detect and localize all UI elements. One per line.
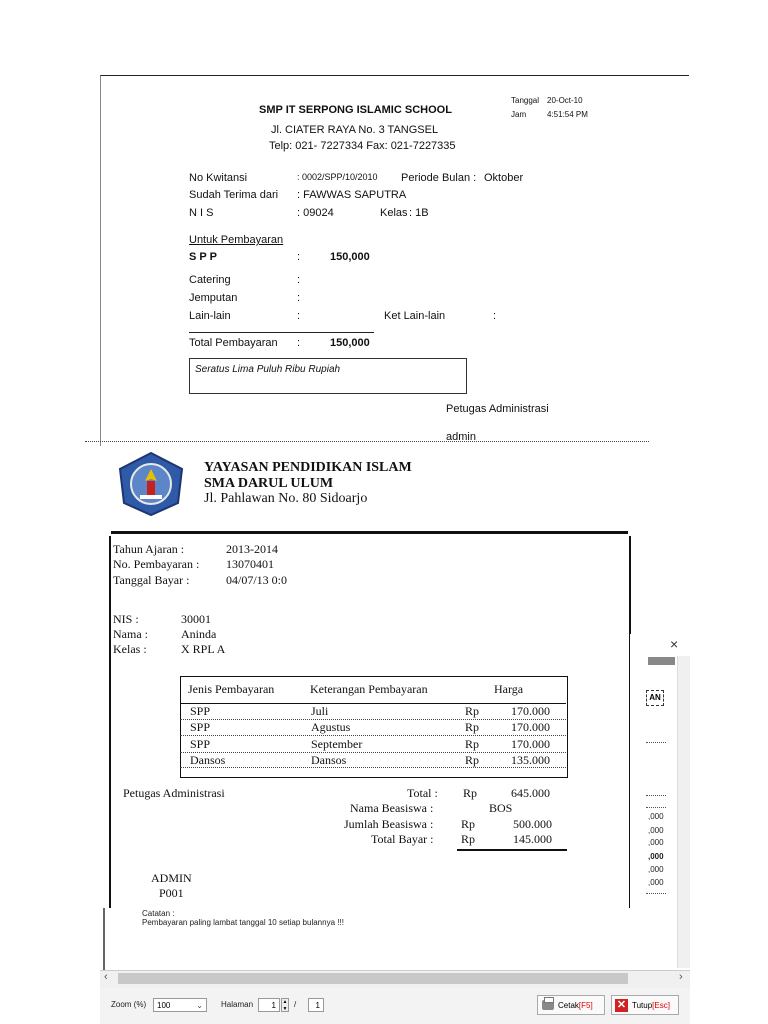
terbilang-box [189,358,467,394]
table-row-3-jenis: SPP [190,737,211,751]
school-name: SMP IT SERPONG ISLAMIC SCHOOL [259,104,452,116]
total-label: Total Pembayaran [189,337,278,349]
close-label: Tutup [632,1001,653,1010]
untuk-pembayaran-label: Untuk Pembayaran [189,234,284,246]
total-value: 150,000 [330,337,370,349]
nis-label-2: NIS : [113,612,139,626]
nis-value: : 09024 [297,207,334,219]
school-name-2: SMA DARUL ULUM [204,476,334,491]
kelas-value: : 1B [409,207,429,219]
horizontal-scroll-thumb[interactable] [118,973,628,984]
close-button[interactable] [611,995,679,1015]
total-divider [189,332,374,333]
no-pembayaran-value: 13070401 [226,557,274,571]
ket-lain-colon: : [493,310,497,322]
side-number: ,000 [648,838,664,847]
table-row-2-ket: Agustus [311,720,351,734]
preview-window-edge [630,634,768,974]
total-colon: : [297,337,301,349]
kelas-label: Kelas [380,207,408,219]
table-header-jenis: Jenis Pembayaran [188,682,275,696]
jumlah-beasiswa-value: 500.000 [513,817,552,831]
table-row-2-currency: Rp [465,720,480,734]
tanggal-bayar-label: Tanggal Bayar : [113,573,190,587]
table-row-divider [180,719,566,720]
nis-value-2: 30001 [181,612,211,626]
kelas-label-2: Kelas : [113,642,147,656]
page-separator-slash: / [294,1000,297,1009]
side-number: ,000 [648,865,664,874]
table-row-4-harga: 135.000 [511,753,550,767]
lain-colon: : [297,310,301,322]
catatan-text: Pembayaran paling lambat tanggal 10 setiap bulannya !!! [142,918,344,927]
table-row-3-harga: 170.000 [511,737,550,751]
table-row-divider [180,752,566,753]
halaman-label: Halaman [221,1000,254,1009]
side-number: ,000 [648,852,664,861]
print-label: Cetak [558,1001,579,1010]
terbilang-text: Seratus Lima Puluh Ribu Rupiah [195,364,341,375]
petugas-name: admin [446,431,476,443]
dotted-divider [646,795,666,796]
catering-colon: : [297,274,301,286]
badge-fragment: AN [646,690,664,706]
date-label: Tanggal [511,96,540,105]
time-value: 4:51:54 PM [547,110,588,119]
table-header-harga: Harga [494,682,524,696]
school-address-2: Jl. Pahlawan No. 80 Sidoarjo [204,491,368,506]
table-row-4-jenis: Dansos [190,753,226,767]
school-logo-icon [116,451,186,517]
admin-name: ADMIN [151,871,192,885]
beasiswa-label: Nama Beasiswa : [350,801,434,815]
page-total: 1 [308,998,324,1012]
zoom-select[interactable] [153,998,207,1012]
scroll-left-icon[interactable]: ‹ [104,971,108,983]
dotted-divider [646,742,666,743]
header-rule [111,531,628,534]
jemputan-label: Jemputan [189,292,238,304]
tahun-label: Tahun Ajaran : [113,542,185,556]
no-kwitansi-value: : 0002/SPP/10/2010 [297,172,378,182]
table-row-1-ket: Juli [311,704,329,718]
table-header-rule [180,703,566,704]
jumlah-beasiswa-label: Jumlah Beasiswa : [344,817,434,831]
preview-page-border [103,908,105,970]
table-row-divider [180,735,566,736]
table-row-4-currency: Rp [465,753,480,767]
header-bar-fragment [648,657,675,665]
page-separator [85,441,649,442]
total-bayar-label: Total Bayar : [371,832,434,846]
scroll-right-icon[interactable]: › [679,971,683,983]
ket-lain-label: Ket Lain-lain [384,310,446,322]
total-bayar-underline [457,849,567,851]
total-bayar-currency: Rp [461,832,476,846]
receipt-1 [100,75,689,446]
total-currency: Rp [463,786,478,800]
spp-value: 150,000 [330,251,370,263]
total-label-2: Total : [407,786,438,800]
dotted-divider [646,807,666,808]
table-row-2-jenis: SPP [190,720,211,734]
beasiswa-value: BOS [489,801,513,815]
terima-value: : FAWWAS SAPUTRA [297,189,407,201]
admin-code: P001 [159,886,184,900]
table-header-keterangan: Keterangan Pembayaran [310,682,428,696]
periode-value: Oktober [484,172,524,184]
close-x-icon: ✕ [616,999,627,1011]
vertical-scrollbar[interactable] [677,656,690,968]
no-pembayaran-label: No. Pembayaran : [113,557,200,571]
spp-colon: : [297,251,301,263]
periode-label: Periode Bulan : [401,172,477,184]
catatan-title: Catatan : [142,909,175,918]
date-value: 20-Oct-10 [547,96,583,105]
table-row-3-currency: Rp [465,737,480,751]
nama-label: Nama : [113,627,148,641]
side-number: ,000 [648,826,664,835]
close-shortcut: [Esc] [652,1001,670,1010]
table-row-divider [180,767,566,768]
printer-icon [542,1000,554,1010]
tahun-value: 2013-2014 [226,542,278,556]
terima-label: Sudah Terima dari [189,189,279,201]
total-value-2: 645.000 [511,786,550,800]
page-spinner-icon[interactable]: ▲ ▼ [282,999,288,1012]
jumlah-beasiswa-currency: Rp [461,817,476,831]
table-row-3-ket: September [311,737,363,751]
catering-label: Catering [189,274,231,286]
page-number-input[interactable]: 1 [258,998,280,1012]
foundation-name: YAYASAN PENDIDIKAN ISLAM [204,460,412,475]
close-icon[interactable]: × [670,636,679,652]
zoom-label: Zoom (%) [111,1000,147,1009]
school-phone: Telp: 021- 7227334 Fax: 021-7227335 [269,140,456,152]
chevron-down-icon: ⌄ [196,1001,203,1010]
side-number: ,000 [648,878,664,887]
table-row-1-currency: Rp [465,704,480,718]
print-button[interactable] [537,995,605,1015]
table-row-1-harga: 170.000 [511,704,550,718]
nama-value: Aninda [181,627,217,641]
side-number: ,000 [648,812,664,821]
petugas-label: Petugas Administrasi [446,403,549,415]
petugas-label-2: Petugas Administrasi [123,786,225,800]
dotted-divider [646,893,666,894]
nis-label: N I S [189,207,214,219]
kelas-value-2: X RPL A [181,642,226,656]
table-row-2-harga: 170.000 [511,720,550,734]
print-shortcut: [F5] [578,1001,593,1010]
table-row-4-ket: Dansos [311,753,347,767]
school-address: Jl. CIATER RAYA No. 3 TANGSEL [271,124,439,136]
tanggal-bayar-value: 04/07/13 0:0 [226,573,288,587]
table-row-1-jenis: SPP [190,704,211,718]
time-label: Jam [511,110,527,119]
lain-label: Lain-lain [189,310,231,322]
spp-label: S P P [189,251,217,263]
zoom-value: 100 [157,1001,171,1010]
no-kwitansi-label: No Kwitansi [189,172,248,184]
total-bayar-value: 145.000 [513,832,552,846]
jemputan-colon: : [297,292,301,304]
